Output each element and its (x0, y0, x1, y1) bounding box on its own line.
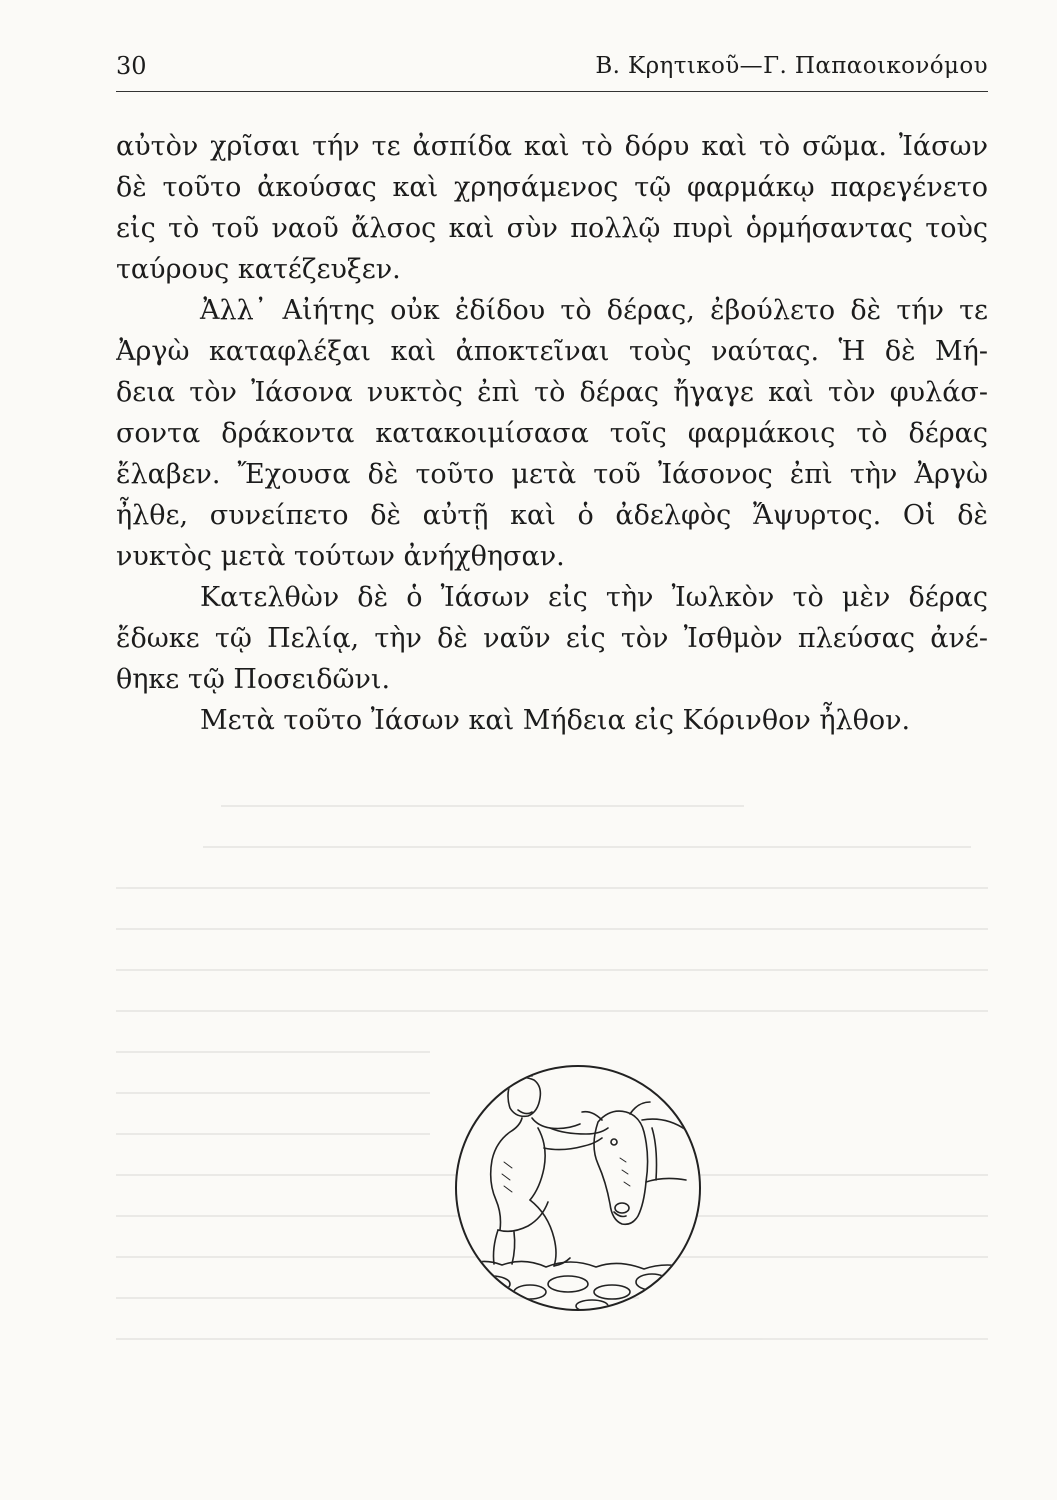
vignette-man-taming-bull-icon (452, 1062, 704, 1314)
text-line: Μετὰ τοῦτο Ἰάσων καὶ Μήδεια εἰς Κόρινθον ἦλθον. (200, 705, 911, 736)
text-line: αὐτὸν χρῖσαι τήν τε ἀσπίδα καὶ τὸ δόρυ καὶ τὸ σῶμα. Ἰάσων (116, 131, 988, 162)
text-line: Κατελθὼν δὲ ὁ Ἰάσων εἰς τὴν Ἰωλκὸν τὸ μὲν δέρας (200, 582, 988, 613)
text-line: θηκε τῷ Ποσειδῶνι. (116, 664, 391, 695)
text-line: Ἀλλ᾽ Αἰήτης οὐκ ἐδίδου τὸ δέρας, ἐβούλετο δὲ τήν τε (200, 295, 988, 326)
text-line: εἰς τὸ τοῦ ναοῦ ἄλσος καὶ σὺν πολλῷ πυρὶ ὁρμήσαντας τοὺς (116, 213, 988, 244)
text-line: ἔλαβεν. Ἔχουσα δὲ τοῦτο μετὰ τοῦ Ἰάσονος ἐπὶ τὴν Ἀργὼ (116, 459, 988, 490)
header-rule (116, 91, 988, 92)
running-head: Β. Κρητικοῦ—Γ. Παπαοικονόμου (595, 53, 988, 79)
text-line: Ἀργὼ καταφλέξαι καὶ ἀποκτεῖναι τοὺς ναύτας. Ἡ δὲ Μή- (116, 336, 988, 367)
text-line: ἔδωκε τῷ Πελίᾳ, τὴν δὲ ναῦν εἰς τὸν Ἰσθμὸν πλεύσας ἀνέ- (116, 623, 988, 654)
text-line: σοντα δράκοντα κατακοιμίσασα τοῖς φαρμάκοις τὸ δέρας (116, 418, 988, 449)
text-line: ταύρους κατέζευξεν. (116, 254, 401, 285)
page-number: 30 (116, 52, 147, 80)
page-header (116, 52, 988, 92)
text-line: δὲ τοῦτο ἀκούσας καὶ χρησάμενος τῷ φαρμάκῳ παρεγένετο (116, 172, 988, 203)
text-line: νυκτὸς μετὰ τούτων ἀνήχθησαν. (116, 541, 565, 572)
body-text (116, 126, 988, 741)
text-line: δεια τὸν Ἰάσονα νυκτὸς ἐπὶ τὸ δέρας ἤγαγε καὶ τὸν φυλάσ- (116, 377, 988, 408)
text-line: ἦλθε, συνείπετο δὲ αὐτῇ καὶ ὁ ἀδελφὸς Ἄψυρτος. Οἱ δὲ (116, 500, 988, 531)
